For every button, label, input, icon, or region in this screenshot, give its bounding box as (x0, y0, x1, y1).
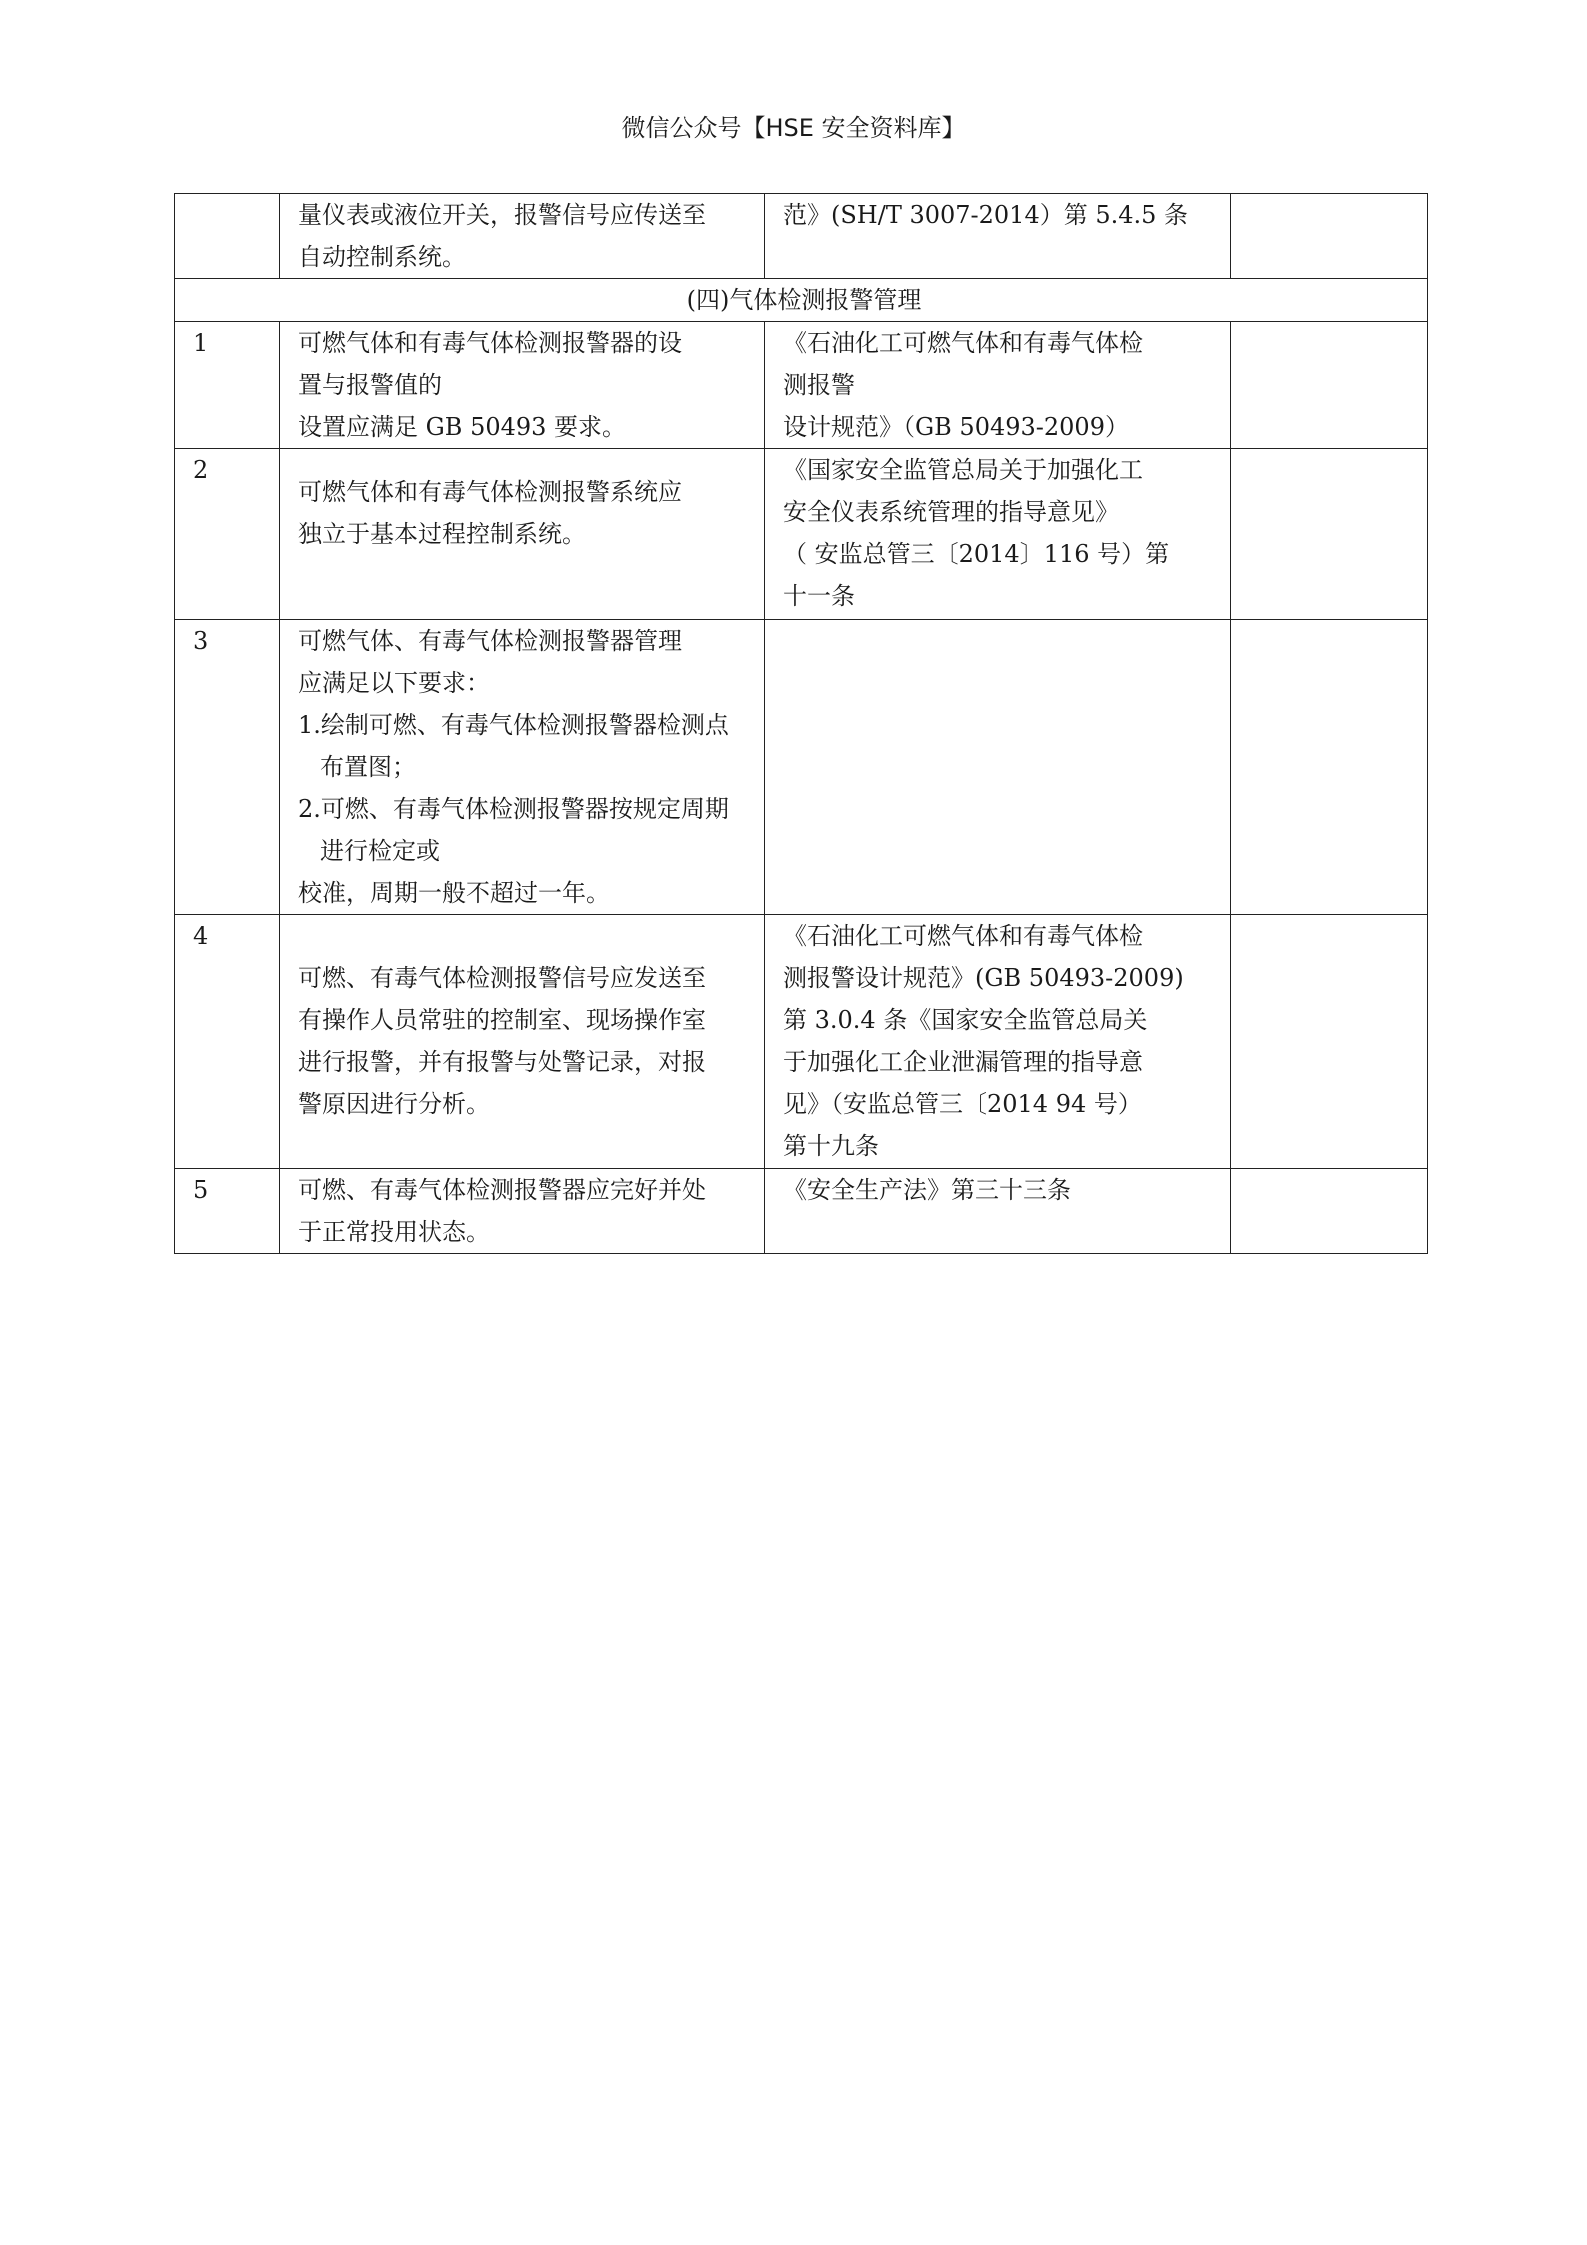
cell-remark (1231, 449, 1428, 620)
cell-remark (1231, 915, 1428, 1169)
cell-no: 3 (175, 620, 280, 915)
cell-no: 5 (175, 1169, 280, 1254)
cell-remark (1231, 1169, 1428, 1254)
basis-line: 十一条 (783, 582, 855, 610)
cell-basis (765, 194, 1231, 279)
cell-basis (765, 915, 1231, 1169)
basis-line: 于加强化工企业泄漏管理的指导意 (783, 1048, 1143, 1076)
requirement-line: 可燃气体和有毒气体检测报警器的设 (298, 329, 682, 357)
table-row-continuation (175, 194, 1428, 279)
requirement-line: 可燃气体和有毒气体检测报警系统应 (298, 478, 682, 506)
basis-line: 测报警 (783, 371, 855, 399)
page-header-title: 微信公众号【HSE 安全资料库】 (621, 114, 966, 142)
requirement-line: 有操作人员常驻的控制室、现场操作室 (298, 1006, 706, 1034)
section-title: (四)气体检测报警管理 (175, 279, 1428, 322)
requirement-line: 应满足以下要求： (298, 669, 490, 697)
basis-line: 测报警设计规范》(GB 50493-2009) (783, 964, 1184, 992)
basis-line: 见》（安监总管三〔2014 94 号） (783, 1090, 1142, 1118)
requirement-line: 设置应满足 GB 50493 要求。 (298, 413, 627, 441)
requirement-line: 可燃、有毒气体检测报警器应完好并处 (298, 1176, 706, 1204)
basis-line: 第 3.0.4 条《国家安全监管总局关 (783, 1006, 1148, 1034)
requirement-line: 校准，周期一般不超过一年。 (298, 879, 610, 907)
requirement-line: 于正常投用状态。 (298, 1218, 490, 1246)
cell-no: 4 (175, 915, 280, 1169)
basis-line: 安全仪表系统管理的指导意见》 (783, 498, 1119, 526)
cell-no: 2 (175, 449, 280, 620)
cell-requirement (280, 449, 765, 620)
cell-basis (765, 1169, 1231, 1254)
cell-no (175, 194, 280, 279)
requirement-line: 可燃气体、有毒气体检测报警器管理 (298, 627, 682, 655)
cell-no: 1 (175, 322, 280, 449)
cell-requirement (280, 322, 765, 449)
checklist-table (174, 193, 1428, 1254)
basis-line: 设计规范》（GB 50493-2009） (783, 413, 1129, 441)
basis-line: 第十九条 (783, 1132, 879, 1160)
cell-requirement (280, 915, 765, 1169)
table-row (175, 449, 1428, 620)
requirement-line: 可燃、有毒气体检测报警信号应发送至 (298, 964, 706, 992)
cell-remark (1231, 194, 1428, 279)
cell-requirement (280, 1169, 765, 1254)
requirement-list-item: 1.绘制可燃、有毒气体检测报警器检测点布置图； (298, 711, 729, 781)
basis-line: 范》(SH/T 3007-2014）第 5.4.5 条 (783, 201, 1189, 229)
basis-line: 《石油化工可燃气体和有毒气体检 (783, 922, 1143, 950)
table-row (175, 915, 1428, 1169)
cell-basis (765, 322, 1231, 449)
requirement-line: 置与报警值的 (298, 371, 442, 399)
cell-remark (1231, 620, 1428, 915)
cell-basis (765, 620, 1231, 915)
cell-remark (1231, 322, 1428, 449)
requirement-list-item: 2.可燃、有毒气体检测报警器按规定周期进行检定或 (298, 795, 729, 865)
cell-requirement (280, 194, 765, 279)
section-row (175, 279, 1428, 322)
requirement-line: 量仪表或液位开关，报警信号应传送至 (298, 201, 706, 229)
basis-line: （ 安监总管三〔2014〕116 号）第 (783, 540, 1170, 568)
requirement-line: 独立于基本过程控制系统。 (298, 520, 586, 548)
requirement-line: 自动控制系统。 (298, 243, 466, 271)
requirement-line: 警原因进行分析。 (298, 1090, 490, 1118)
requirement-line: 进行报警，并有报警与处警记录，对报 (298, 1048, 706, 1076)
basis-line: 《安全生产法》第三十三条 (783, 1176, 1071, 1204)
table-row (175, 1169, 1428, 1254)
table-row (175, 620, 1428, 915)
cell-basis (765, 449, 1231, 620)
basis-line: 《石油化工可燃气体和有毒气体检 (783, 329, 1143, 357)
basis-line: 《国家安全监管总局关于加强化工 (783, 456, 1143, 484)
table-row (175, 322, 1428, 449)
cell-requirement (280, 620, 765, 915)
